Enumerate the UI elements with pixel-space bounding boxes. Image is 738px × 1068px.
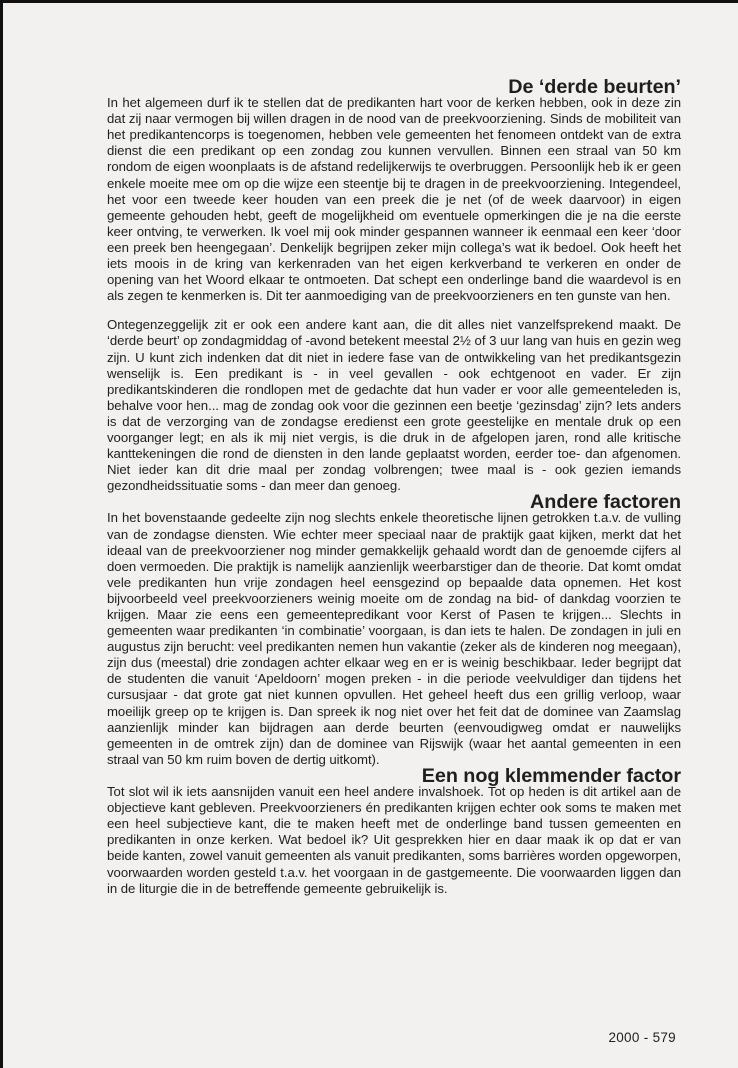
section-heading-derde-beurten: De ‘derde beurten’ (508, 76, 681, 98)
paragraph-gap (107, 304, 681, 317)
paragraph: In het algemeen durf ik te stellen dat de predikanten hart voor de kerken hebben, ook in deze zin dat zij naar vermogen bij willen dragen in de nood van de preekvoorziening. Sinds de mobiliteit van het predikantencorps is toegenomen, hebben vele gemeenten het fenomeen ontdekt van de extra dienst die een predikant op een zondag zou kunnen vervullen. Binnen een straal van 50 km rondom de eigen woonplaats is de afstand redelijkerwijs te overbruggen. Persoonlijk heb ik er geen enkele moeite mee om op die wijze een steentje bij te dragen in de preekvoorziening. Integendeel, het voor een tweede keer houden van een preek die je net (of de week daarvoor) in eigen gemeente gehouden hebt, geeft de mogelijkheid om eventuele opmerkingen die je na die eerste keer ontving, te verwerken. Ik voel mij ook minder gespannen wanneer ik eenmaal een keer ‘door een preek ben heengegaan’. Denkelijk begrijpen zeker mijn collega’s wat ik bedoel. Ook heeft het iets moois in de kring van kerkenraden van het eigen kerkverband te verkeren en onder de opening van het Woord elkaar te ontmoeten. Dat schept een onderlinge band die waardevol is en als zegen te kenmerken is. Dit ter aanmoediging van de preekvoorzieners en ten gunste van hen. (107, 95, 681, 304)
article-body (107, 76, 681, 897)
paragraph: Ontegenzeggelijk zit er ook een andere kant aan, die dit alles niet vanzelfsprekend maakt. De ‘derde beurt’ op zondagmiddag of -avond betekent meestal 2½ of 3 uur lang van huis en gezin weg zijn. U kunt zich indenken dat dit niet in iedere fase van de ontwikkeling van het predikantsgezin wenselijk is. Een predikant is - in veel gevallen - ook echtgenoot en vader. Er zijn predikantskinderen die rondlopen met de gedachte dat hun vader er voor alle gemeenteleden is, behalve voor hen... mag de zondag ook voor die gezinnen een beetje ‘gezinsdag’ zijn? Iets anders is dat de verzorging van de zondagse eredienst een grote geestelijke en mentale druk op een voorganger legt; en als ik mij niet vergis, is die druk in de afgelopen jaren, rond alle kritische kanttekeningen die rond de diensten in den lande geplaatst worden, eerder toe- dan afgenomen. Niet ieder kan dit drie maal per zondag volbrengen; twee maal is - ook gezien iemands gezondheidssituatie soms - dan meer dan genoeg. (107, 317, 681, 494)
paragraph: In het bovenstaande gedeelte zijn nog slechts enkele theoretische lijnen getrokken t.a.v. de vulling van de zondagse diensten. Wie echter meer speciaal naar de praktijk gaat kijken, merkt dat het ideaal van de preekvoorziener nog minder gemakkelijk gehaald wordt dan de genoemde cijfers al doen vermoeden. Die praktijk is namelijk aanzienlijk weerbarstiger dan de theorie. Dat komt omdat vele predikanten hun vrije zondagen heel eensgezind op bepaalde data opnemen. Het kost bijvoorbeeld veel preekvoorzieners weinig moeite om de zondag na bid- of dankdag voorzien te krijgen. Maar zie eens een gemeentepredikant voor Kerst of Pasen te krijgen... Slechts in gemeenten waar predikanten ‘in combinatie’ voorgaan, is dan iets te halen. De zondagen in juli en augustus zijn berucht: veel predikanten nemen hun vakantie (zeker als de kinderen nog meegaan), zijn dus (meestal) drie zondagen achter elkaar weg en er is weinig beschikbaar. Ieder begrijpt dat de studenten die vanuit ‘Apeldoorn’ mogen preken - in die periode veelvuldiger dan tijdens het cursusjaar - dat grote gat niet kunnen opvullen. Het geheel heeft dus een grillig verloop, waar moeilijk greep op te krijgen is. Dan spreek ik nog niet over het feit dat de dominee van Zaamslag aanzienlijk minder kan bijdragen aan derde beurten (eenvoudigweg omdat er nauwelijks gemeenten in de omtrek zijn) dan de dominee van Rijswijk (waar het aantal gemeenten in een straal van 50 km ruim boven de dertig uitkomt). (107, 510, 681, 767)
section-heading-andere-factoren: Andere factoren (530, 491, 681, 514)
paragraph: Tot slot wil ik iets aansnijden vanuit een heel andere invalshoek. Tot op heden is dit artikel aan de objectieve kant gebleven. Preekvoorzieners én predikanten krijgen echter ook soms te maken met een heel subjectieve kant, die te maken heeft met de onderlinge band tussen gemeenten en predikanten in onze kerken. Wat bedoel ik? Uit gesprekken hier en daar maak ik op dat er van beide kanten, zowel vanuit gemeenten als vanuit predikanten, soms barrières worden opgeworpen, voorwaarden worden gesteld t.a.v. het voorgaan in de gastgemeente. Die voorwaarden liggen dan in de liturgie die in de betreffende gemeente gebruikelijk is. (107, 784, 681, 896)
section-heading-klemmender-factor: Een nog klemmender factor (421, 764, 681, 787)
page-number: 2000 - 579 (608, 1030, 676, 1045)
